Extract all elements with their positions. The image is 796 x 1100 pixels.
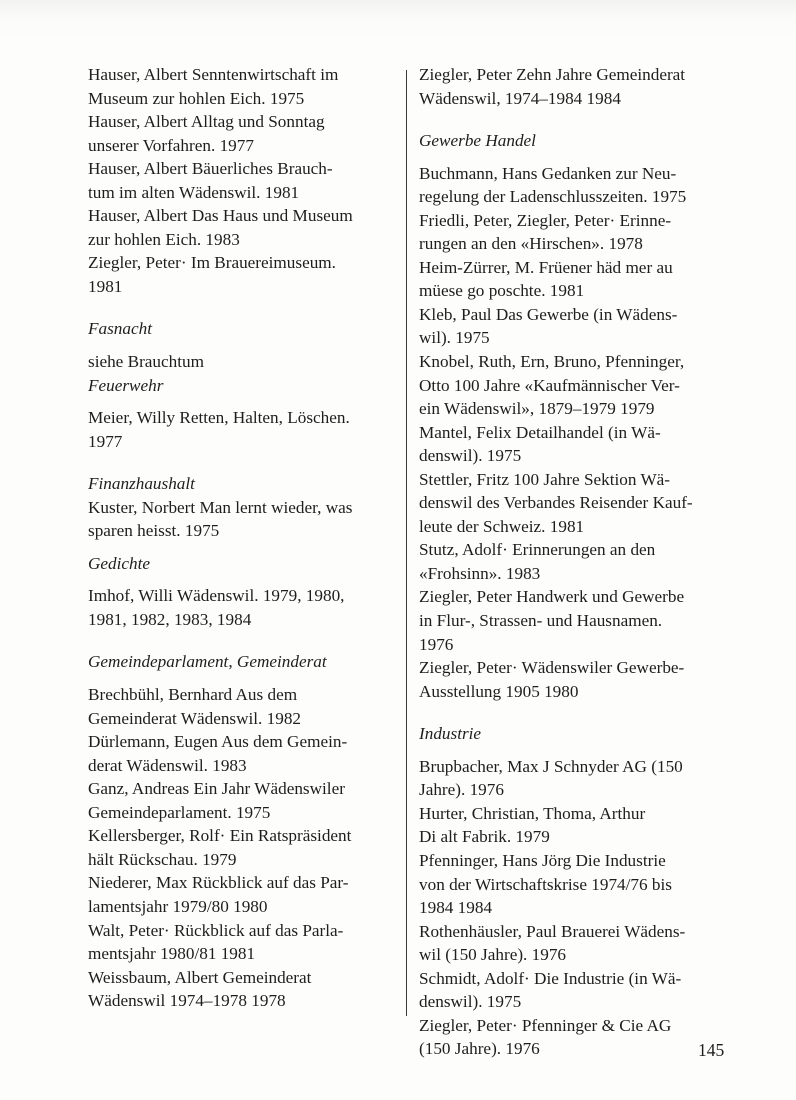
entry-line: denswil). 1975 <box>419 446 522 466</box>
entry-line: Kuster, Norbert Man lernt wieder, was <box>88 497 353 517</box>
entry-line: regelung der Ladenschlusszeiten. 1975 <box>419 187 687 207</box>
entry-line: Weissbaum, Albert Gemeinderat <box>88 967 312 987</box>
entry-line: Ziegler, Peter Handwerk und Gewerbe <box>419 587 685 607</box>
bibliography-entry <box>419 162 731 209</box>
bibliography-entry <box>419 468 731 539</box>
entry-line: 1981, 1982, 1983, 1984 <box>88 609 252 629</box>
bibliography-entry <box>88 683 400 730</box>
entry-line: Dürlemann, Eugen Aus dem Gemein- <box>88 732 348 752</box>
entry-line: Ziegler, Peter· Pfenninger & Cie AG <box>419 1015 672 1035</box>
entry-line: Ziegler, Peter· Wädenswiler Gewerbe- <box>419 658 685 678</box>
entry-line: Museum zur hohlen Eich. 1975 <box>88 88 305 108</box>
entry-line: Hauser, Albert Bäuerliches Brauch- <box>88 159 333 179</box>
entry-line: Ausstellung 1905 1980 <box>419 681 579 701</box>
section-heading: Gedichte <box>88 553 151 573</box>
spacer <box>88 453 400 472</box>
bibliography-entry <box>419 209 731 256</box>
bibliography-entry <box>419 256 731 303</box>
entry-line: Stutz, Adolf· Erinnerungen an den <box>419 540 656 560</box>
bibliography-entry <box>88 157 400 204</box>
entry-line: Knobel, Ruth, Ern, Bruno, Pfenninger, <box>419 352 685 372</box>
spacer <box>88 674 400 683</box>
spacer <box>419 110 731 129</box>
spacer <box>88 543 400 552</box>
entry-line: Hurter, Christian, Thoma, Arthur <box>419 803 646 823</box>
bibliography-entry <box>88 110 400 157</box>
bibliography-entry <box>88 406 400 453</box>
bibliography-entry <box>88 584 400 631</box>
entry-line: Stettler, Fritz 100 Jahre Sektion Wä- <box>419 469 671 489</box>
entry-line: denswil). 1975 <box>419 992 522 1012</box>
entry-line: Pfenninger, Hans Jörg Die Industrie <box>419 850 666 870</box>
entry-line: rungen an den «Hirschen». 1978 <box>419 234 643 254</box>
entry-line: in Flur-, Strassen- und Hausnamen. <box>419 611 663 631</box>
entry-line: tum im alten Wädenswil. 1981 <box>88 182 300 202</box>
entry-line: Niederer, Max Rückblick auf das Par- <box>88 873 349 893</box>
bibliography-entry <box>419 538 731 585</box>
bibliography-entry <box>88 496 400 543</box>
entry-line: Hauser, Albert Alltag und Sonntag <box>88 112 325 132</box>
entry-line: Otto 100 Jahre «Kaufmännischer Ver- <box>419 375 680 395</box>
entry-line: Ziegler, Peter· Im Brauereimuseum. <box>88 253 336 273</box>
entry-line: ein Wädenswil», 1879–1979 1979 <box>419 399 655 419</box>
right-column <box>419 63 731 1061</box>
section-heading: Finanzhaushalt <box>88 474 195 494</box>
entry-line: Kellersberger, Rolf· Ein Ratspräsident <box>88 826 352 846</box>
entry-line: Brupbacher, Max J Schnyder AG (150 <box>419 756 683 776</box>
entry-line: Friedli, Peter, Ziegler, Peter· Erinne- <box>419 210 672 230</box>
bibliography-entry <box>419 849 731 920</box>
bibliography-entry <box>88 919 400 966</box>
bibliography-entry <box>88 824 400 871</box>
bibliography-entry <box>419 920 731 967</box>
entry-line: «Frohsinn». 1983 <box>419 563 541 583</box>
bibliography-entry <box>419 1014 731 1061</box>
spacer <box>88 631 400 650</box>
entry-line: 1984 1984 <box>419 898 493 918</box>
entry-line: 1981 <box>88 276 123 296</box>
entry-line: unserer Vorfahren. 1977 <box>88 135 254 155</box>
entry-line: zur hohlen Eich. 1983 <box>88 229 240 249</box>
bibliography-entry <box>419 350 731 421</box>
spacer <box>88 575 400 584</box>
entry-line: leute der Schweiz. 1981 <box>419 516 585 536</box>
spacer <box>419 153 731 162</box>
entry-line: sparen heisst. 1975 <box>88 521 220 541</box>
bibliography-entry <box>419 303 731 350</box>
entry-line: Wädenswil 1974–1978 1978 <box>88 991 286 1011</box>
section-heading: Gewerbe Handel <box>419 131 536 151</box>
entry-line: siehe Brauchtum <box>88 352 204 372</box>
bibliography-entry <box>88 251 400 298</box>
entry-line: Imhof, Willi Wädenswil. 1979, 1980, <box>88 586 345 606</box>
entry-line: Buchmann, Hans Gedanken zur Neu- <box>419 163 677 183</box>
entry-line: mentsjahr 1980/81 1981 <box>88 944 256 964</box>
bibliography-entry <box>88 350 400 374</box>
section-heading: Gemeindeparlament, Gemeinderat <box>88 652 327 672</box>
bibliography-entry <box>88 730 400 777</box>
column-divider <box>406 70 407 1016</box>
bibliography-entry <box>419 967 731 1014</box>
bibliography-entry <box>419 421 731 468</box>
section-heading: Industrie <box>419 724 482 744</box>
spacer <box>88 298 400 317</box>
entry-line: derat Wädenswil. 1983 <box>88 755 247 775</box>
entry-line: (150 Jahre). 1976 <box>419 1039 540 1059</box>
bibliography-entry <box>88 777 400 824</box>
entry-line: Di alt Fabrik. 1979 <box>419 827 550 847</box>
entry-line: wil (150 Jahre). 1976 <box>419 945 567 965</box>
entry-line: müese go poschte. 1981 <box>419 281 585 301</box>
spacer <box>419 746 731 755</box>
entry-line: Ziegler, Peter Zehn Jahre Gemeinderat <box>419 65 686 84</box>
entry-line: Hauser, Albert Senntenwirtschaft im <box>88 65 339 84</box>
entry-line: Ganz, Andreas Ein Jahr Wädenswiler <box>88 779 345 799</box>
bibliography-entry <box>88 204 400 251</box>
entry-line: 1977 <box>88 431 123 451</box>
bibliography-entry <box>88 871 400 918</box>
entry-line: Brechbühl, Bernhard Aus dem <box>88 685 298 705</box>
entry-line: Heim-Zürrer, M. Früener häd mer au <box>419 257 673 277</box>
bibliography-entry <box>419 585 731 656</box>
bibliography-entry <box>419 656 731 703</box>
spacer <box>88 397 400 406</box>
entry-line: Hauser, Albert Das Haus und Museum <box>88 206 353 226</box>
entry-line: wil). 1975 <box>419 328 490 348</box>
entry-line: Walt, Peter· Rückblick auf das Parla- <box>88 920 344 940</box>
entry-line: 1976 <box>419 634 454 654</box>
bibliography-entry <box>419 802 731 849</box>
entry-line: lamentsjahr 1979/80 1980 <box>88 896 268 916</box>
bibliography-entry <box>419 755 731 802</box>
page-number: 145 <box>698 1040 725 1060</box>
entry-line: denswil des Verbandes Reisender Kauf- <box>419 493 693 513</box>
bibliography-entry <box>419 63 731 110</box>
entry-line: Meier, Willy Retten, Halten, Löschen. <box>88 408 350 428</box>
entry-line: Gemeinderat Wädenswil. 1982 <box>88 708 302 728</box>
entry-line: Mantel, Felix Detailhandel (in Wä- <box>419 422 661 442</box>
entry-line: Rothenhäusler, Paul Brauerei Wädens- <box>419 921 686 941</box>
section-heading: Feuerwehr <box>88 375 164 395</box>
entry-line: Kleb, Paul Das Gewerbe (in Wädens- <box>419 304 678 324</box>
left-column <box>88 63 400 1013</box>
entry-line: von der Wirtschaftskrise 1974/76 bis <box>419 874 672 894</box>
bibliography-entry <box>88 966 400 1013</box>
spacer <box>88 341 400 350</box>
bibliography-entry <box>88 63 400 110</box>
entry-line: Gemeindeparlament. 1975 <box>88 802 271 822</box>
entry-line: hält Rückschau. 1979 <box>88 849 237 869</box>
section-heading: Fasnacht <box>88 319 152 339</box>
entry-line: Schmidt, Adolf· Die Industrie (in Wä- <box>419 968 682 988</box>
entry-line: Jahre). 1976 <box>419 780 504 800</box>
spacer <box>419 703 731 722</box>
entry-line: Wädenswil, 1974–1984 1984 <box>419 88 621 108</box>
